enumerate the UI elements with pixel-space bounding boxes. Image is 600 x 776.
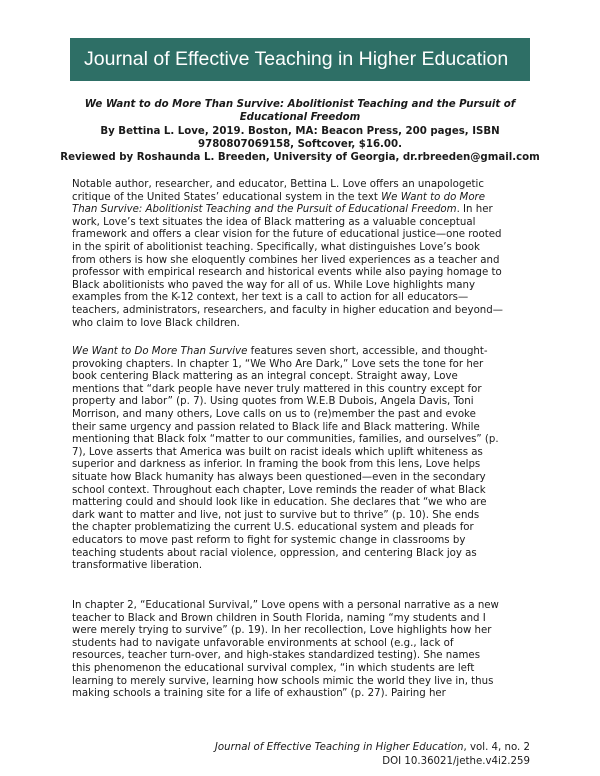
review-title-line: We Want to do More Than Survive: Abolitionist Teaching and the Pursuit of: [84, 99, 516, 110]
paragraph-line: teacher to Black and Brown children in South Florida, naming “my students and I: [72, 612, 486, 624]
journal-name: Journal of Effective Teaching in Higher Education: [84, 48, 509, 70]
paragraph-1: [72, 179, 536, 330]
paragraph-line: from others is how she eloquently combines her lived experiences as a teacher and: [72, 254, 500, 266]
book-byline: [60, 125, 540, 151]
paragraph-line: critique of the United States’ educational system in the text We Want to do More: [72, 191, 486, 203]
paragraph-line: teachers, administrators, researchers, and faculty in higher education and beyond—: [72, 304, 503, 316]
paragraph-line: mattering could and should look like in education. She declares that “we who are: [72, 497, 487, 509]
paragraph-line: dark want to matter and live, not just to survive but to thrive” (p. 10). She ends: [72, 509, 480, 521]
paragraph-line: framework and offers a clear vision for the future of educational justice—one rooted: [72, 229, 502, 241]
paragraph-line: were merely trying to survive” (p. 19). In her recollection, Love highlights how her: [72, 625, 492, 637]
footer-citation: [200, 741, 530, 754]
paragraph-line: transformative liberation.: [72, 560, 203, 572]
paragraph-line: [72, 346, 536, 359]
footer-doi: DOI 10.36021/jethe.v4i2.259: [382, 756, 530, 767]
paragraph-line: educators to move past reform to fight for systemic change in classrooms by: [72, 534, 466, 546]
paragraph-line: professor with empirical research and historical events while also paying homage to: [72, 267, 502, 279]
paragraph-line: students had to navigate unfavorable environments at school (e.g., lack of: [72, 637, 454, 649]
footer-journal-name: Journal of Effective Teaching in Higher Education: [214, 742, 464, 753]
paragraph-line: book centering Black mattering as an integral concept. Straight away, Love: [72, 371, 458, 383]
book-title-italic: Than Survive: Abolitionist Teaching and the Pursuit of Educational Freedom: [72, 204, 457, 216]
book-title-italic: We Want to do More: [381, 191, 486, 203]
paragraph-line: school context. Throughout each chapter, Love reminds the reader of what Black: [72, 484, 486, 496]
paragraph-line: who claim to love Black children.: [72, 317, 240, 329]
paragraph-line: mentioning that Black folx “matter to our communities, families, and ourselves” (p.: [72, 434, 499, 446]
paragraph-line: their same urgency and passion related to Black life and Black mattering. While: [72, 421, 480, 433]
paragraph-line: making schools a training site for a life of exhaustion” (p. 27). Pairing her: [72, 688, 446, 700]
paragraph-line: provoking chapters. In chapter 1, “We Who Are Dark,” Love sets the tone for her: [72, 358, 484, 370]
reviewer-line: Reviewed by Roshaunda L. Breeden, University of Georgia, dr.rbreeden@gmail.com: [60, 152, 540, 163]
paragraph-3: [72, 600, 536, 701]
footer-volume: , vol. 4, no. 2: [463, 742, 530, 753]
byline-line: By Bettina L. Love, 2019. Boston, MA: Beacon Press, 200 pages, ISBN: [100, 126, 500, 137]
paragraph-line: the chapter problematizing the current U.S. educational system and pleads for: [72, 522, 474, 534]
paragraph-line: Morrison, and many others, Love calls on us to (re)member the past and evoke: [72, 408, 476, 420]
paragraph-line: Notable author, researcher, and educator, Bettina L. Love offers an unapologetic: [72, 179, 484, 190]
byline-line: 9780807069158, Softcover, $16.00.: [198, 139, 402, 150]
paragraph-line: this phenomenon the educational survival complex, “in which students are left: [72, 662, 475, 674]
paragraph-line: superior and darkness as inferior. In framing the book from this lens, Love helps: [72, 459, 481, 471]
paragraph-line: property and labor” (p. 7). Using quotes from W.E.B Dubois, Angela Davis, Toni: [72, 396, 474, 408]
paragraph-line: work, Love’s text situates the idea of Black mattering as a valuable conceptual: [72, 216, 476, 228]
paragraph-line: Than Survive: Abolitionist Teaching and the Pursuit of Educational Freedom. In her: [72, 204, 493, 216]
book-title-italic: We Want to Do More Than Survive: [72, 346, 248, 357]
paragraph-line: examples from the K-12 context, her text is a call to action for all educators—: [72, 292, 469, 304]
paragraph-line: In chapter 2, “Educational Survival,” Love opens with a personal narrative as a new: [72, 600, 499, 611]
paragraph-line-text: features seven short, accessible, and thought-: [247, 346, 488, 357]
paragraph-line: teaching students about racial violence, oppression, and centering Black joy as: [72, 547, 477, 559]
review-title: [60, 98, 540, 124]
paragraph-line: mentions that “dark people have never truly mattered in this country except for: [72, 383, 482, 395]
paragraph-line: Black abolitionists who paved the way for all of us. While Love highlights many: [72, 279, 476, 291]
journal-banner: [70, 38, 530, 81]
review-title-line: Educational Freedom: [239, 112, 361, 123]
paragraph-line: in the spirit of abolitionist teaching. Specifically, what distinguishes Love’s book: [72, 241, 480, 253]
paragraph-2: [72, 346, 536, 573]
paragraph-line: 7), Love asserts that America was built on racist ideals which uplift whiteness as: [72, 446, 483, 458]
paragraph-line: learning to merely survive, learning how schools mimic the world they live in, thus: [72, 675, 494, 687]
paragraph-line: resources, teacher turn-over, and high-stakes standardized testing). She names: [72, 650, 481, 662]
paragraph-line: situate how Black humanity has always been questioned—even in the secondary: [72, 471, 486, 483]
